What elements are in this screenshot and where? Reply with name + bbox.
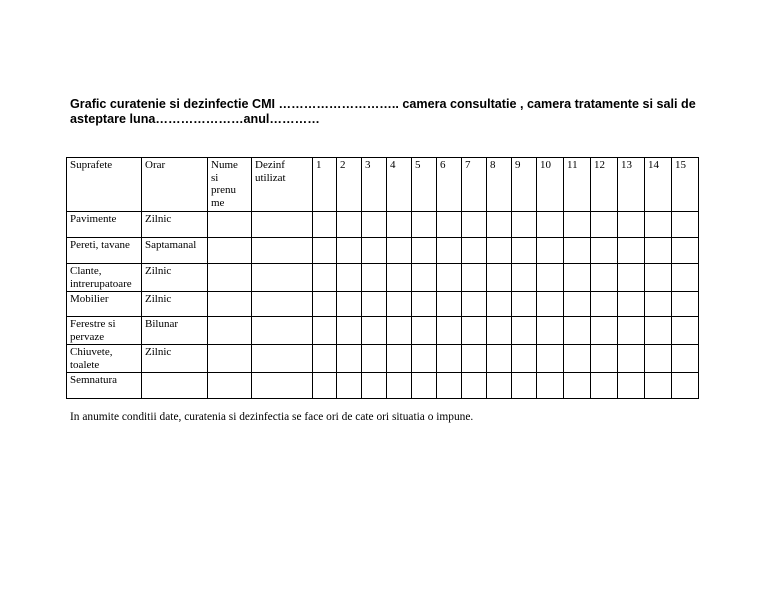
day-3-cell[interactable] xyxy=(362,264,387,292)
day-2-cell[interactable] xyxy=(337,264,362,292)
day-10-cell[interactable] xyxy=(537,317,564,345)
header-day-8: 8 xyxy=(487,158,512,212)
header-day-5: 5 xyxy=(412,158,437,212)
day-7-cell[interactable] xyxy=(462,345,487,373)
day-4-cell[interactable] xyxy=(387,292,412,317)
day-12-cell[interactable] xyxy=(591,373,618,399)
table-row xyxy=(67,292,699,317)
schedule-cell: Zilnic xyxy=(142,292,208,317)
day-11-cell[interactable] xyxy=(564,317,591,345)
name-input-cell[interactable] xyxy=(208,317,252,345)
day-4-cell[interactable] xyxy=(387,264,412,292)
day-15-cell[interactable] xyxy=(672,292,699,317)
day-3-cell[interactable] xyxy=(362,212,387,238)
day-11-cell[interactable] xyxy=(564,238,591,264)
day-8-cell[interactable] xyxy=(487,238,512,264)
day-13-cell[interactable] xyxy=(618,345,645,373)
day-5-cell[interactable] xyxy=(412,292,437,317)
day-8-cell[interactable] xyxy=(487,212,512,238)
day-1-cell[interactable] xyxy=(313,292,337,317)
day-1-cell[interactable] xyxy=(313,345,337,373)
schedule-cell: Zilnic xyxy=(142,345,208,373)
day-15-cell[interactable] xyxy=(672,212,699,238)
day-4-cell[interactable] xyxy=(387,238,412,264)
disinfectant-input-cell[interactable] xyxy=(252,292,313,317)
day-10-cell[interactable] xyxy=(537,264,564,292)
day-6-cell[interactable] xyxy=(437,212,462,238)
day-3-cell[interactable] xyxy=(362,345,387,373)
header-day-4: 4 xyxy=(387,158,412,212)
disinfectant-input-cell[interactable] xyxy=(252,345,313,373)
day-7-cell[interactable] xyxy=(462,264,487,292)
day-2-cell[interactable] xyxy=(337,292,362,317)
table-row xyxy=(67,345,699,373)
day-4-cell[interactable] xyxy=(387,373,412,399)
day-7-cell[interactable] xyxy=(462,292,487,317)
day-14-cell[interactable] xyxy=(645,373,672,399)
day-8-cell[interactable] xyxy=(487,317,512,345)
surface-cell: Pavimente xyxy=(67,212,142,238)
day-9-cell[interactable] xyxy=(512,212,537,238)
day-11-cell[interactable] xyxy=(564,345,591,373)
day-11-cell[interactable] xyxy=(564,264,591,292)
surface-cell: Clante, intrerupatoare xyxy=(67,264,142,292)
day-12-cell[interactable] xyxy=(591,264,618,292)
day-7-cell[interactable] xyxy=(462,238,487,264)
schedule-cell: Zilnic xyxy=(142,212,208,238)
day-1-cell[interactable] xyxy=(313,212,337,238)
day-10-cell[interactable] xyxy=(537,373,564,399)
day-4-cell[interactable] xyxy=(387,212,412,238)
day-15-cell[interactable] xyxy=(672,345,699,373)
document-title: Grafic curatenie si dezinfectie CMI ……………………….. camera consultatie , camera tratamente si sali de asteptare luna…………………anul………… xyxy=(70,97,696,126)
day-10-cell[interactable] xyxy=(537,212,564,238)
table-row xyxy=(67,264,699,292)
schedule-cell: Zilnic xyxy=(142,264,208,292)
day-5-cell[interactable] xyxy=(412,345,437,373)
name-input-cell[interactable] xyxy=(208,238,252,264)
disinfectant-input-cell[interactable] xyxy=(252,317,313,345)
header-day-1: 1 xyxy=(313,158,337,212)
surface-cell: Ferestre si pervaze xyxy=(67,317,142,345)
header-day-14: 14 xyxy=(645,158,672,212)
day-9-cell[interactable] xyxy=(512,292,537,317)
day-2-cell[interactable] xyxy=(337,212,362,238)
day-9-cell[interactable] xyxy=(512,264,537,292)
day-14-cell[interactable] xyxy=(645,292,672,317)
surface-cell: Semnatura xyxy=(67,373,142,399)
name-input-cell[interactable] xyxy=(208,345,252,373)
day-13-cell[interactable] xyxy=(618,264,645,292)
day-3-cell[interactable] xyxy=(362,373,387,399)
day-15-cell[interactable] xyxy=(672,317,699,345)
day-9-cell[interactable] xyxy=(512,373,537,399)
day-5-cell[interactable] xyxy=(412,264,437,292)
day-10-cell[interactable] xyxy=(537,345,564,373)
header-row xyxy=(67,158,699,212)
day-3-cell[interactable] xyxy=(362,317,387,345)
day-13-cell[interactable] xyxy=(618,292,645,317)
day-7-cell[interactable] xyxy=(462,373,487,399)
disinfectant-input-cell[interactable] xyxy=(252,212,313,238)
day-3-cell[interactable] xyxy=(362,238,387,264)
day-13-cell[interactable] xyxy=(618,238,645,264)
header-day-7: 7 xyxy=(462,158,487,212)
day-12-cell[interactable] xyxy=(591,345,618,373)
table-row xyxy=(67,212,699,238)
day-2-cell[interactable] xyxy=(337,238,362,264)
header-name: Nume si prenu me xyxy=(208,158,252,212)
day-11-cell[interactable] xyxy=(564,373,591,399)
day-14-cell[interactable] xyxy=(645,212,672,238)
header-surfaces: Suprafete xyxy=(67,158,142,212)
day-4-cell[interactable] xyxy=(387,345,412,373)
day-14-cell[interactable] xyxy=(645,264,672,292)
day-2-cell[interactable] xyxy=(337,345,362,373)
day-5-cell[interactable] xyxy=(412,373,437,399)
day-3-cell[interactable] xyxy=(362,292,387,317)
day-1-cell[interactable] xyxy=(313,373,337,399)
day-7-cell[interactable] xyxy=(462,317,487,345)
name-input-cell[interactable] xyxy=(208,373,252,399)
day-14-cell[interactable] xyxy=(645,238,672,264)
header-day-15: 15 xyxy=(672,158,699,212)
name-input-cell[interactable] xyxy=(208,292,252,317)
schedule-cell xyxy=(142,373,208,399)
day-6-cell[interactable] xyxy=(437,373,462,399)
day-10-cell[interactable] xyxy=(537,238,564,264)
cleaning-schedule-table xyxy=(66,157,699,399)
day-6-cell[interactable] xyxy=(437,345,462,373)
day-1-cell[interactable] xyxy=(313,317,337,345)
day-2-cell[interactable] xyxy=(337,373,362,399)
day-14-cell[interactable] xyxy=(645,345,672,373)
day-8-cell[interactable] xyxy=(487,264,512,292)
day-11-cell[interactable] xyxy=(564,292,591,317)
day-12-cell[interactable] xyxy=(591,212,618,238)
header-day-3: 3 xyxy=(362,158,387,212)
day-12-cell[interactable] xyxy=(591,292,618,317)
header-day-2: 2 xyxy=(337,158,362,212)
table-row xyxy=(67,373,699,399)
header-day-13: 13 xyxy=(618,158,645,212)
day-5-cell[interactable] xyxy=(412,238,437,264)
header-disinfectant: Dezinf utilizat xyxy=(252,158,313,212)
surface-cell: Chiuvete, toalete xyxy=(67,345,142,373)
schedule-cell: Saptamanal xyxy=(142,238,208,264)
day-1-cell[interactable] xyxy=(313,238,337,264)
day-15-cell[interactable] xyxy=(672,373,699,399)
day-12-cell[interactable] xyxy=(591,238,618,264)
day-13-cell[interactable] xyxy=(618,212,645,238)
day-13-cell[interactable] xyxy=(618,317,645,345)
day-11-cell[interactable] xyxy=(564,212,591,238)
day-14-cell[interactable] xyxy=(645,317,672,345)
header-day-11: 11 xyxy=(564,158,591,212)
day-2-cell[interactable] xyxy=(337,317,362,345)
day-5-cell[interactable] xyxy=(412,317,437,345)
name-input-cell[interactable] xyxy=(208,264,252,292)
day-1-cell[interactable] xyxy=(313,264,337,292)
disinfectant-input-cell[interactable] xyxy=(252,238,313,264)
day-6-cell[interactable] xyxy=(437,264,462,292)
header-day-9: 9 xyxy=(512,158,537,212)
day-6-cell[interactable] xyxy=(437,292,462,317)
table-row xyxy=(67,238,699,264)
day-10-cell[interactable] xyxy=(537,292,564,317)
header-day-12: 12 xyxy=(591,158,618,212)
day-9-cell[interactable] xyxy=(512,238,537,264)
day-7-cell[interactable] xyxy=(462,212,487,238)
day-15-cell[interactable] xyxy=(672,264,699,292)
day-13-cell[interactable] xyxy=(618,373,645,399)
header-day-6: 6 xyxy=(437,158,462,212)
name-input-cell[interactable] xyxy=(208,212,252,238)
day-5-cell[interactable] xyxy=(412,212,437,238)
header-day-10: 10 xyxy=(537,158,564,212)
header-schedule: Orar xyxy=(142,158,208,212)
day-8-cell[interactable] xyxy=(487,345,512,373)
day-6-cell[interactable] xyxy=(437,238,462,264)
day-8-cell[interactable] xyxy=(487,373,512,399)
day-15-cell[interactable] xyxy=(672,238,699,264)
footnote: In anumite conditii date, curatenia si dezinfectia se face ori de cate ori situatia o impune. xyxy=(70,411,474,423)
table-row xyxy=(67,317,699,345)
day-6-cell[interactable] xyxy=(437,317,462,345)
disinfectant-input-cell[interactable] xyxy=(252,264,313,292)
schedule-cell: Bilunar xyxy=(142,317,208,345)
day-4-cell[interactable] xyxy=(387,317,412,345)
disinfectant-input-cell[interactable] xyxy=(252,373,313,399)
day-8-cell[interactable] xyxy=(487,292,512,317)
day-9-cell[interactable] xyxy=(512,317,537,345)
day-12-cell[interactable] xyxy=(591,317,618,345)
surface-cell: Mobilier xyxy=(67,292,142,317)
day-9-cell[interactable] xyxy=(512,345,537,373)
surface-cell: Pereti, tavane xyxy=(67,238,142,264)
